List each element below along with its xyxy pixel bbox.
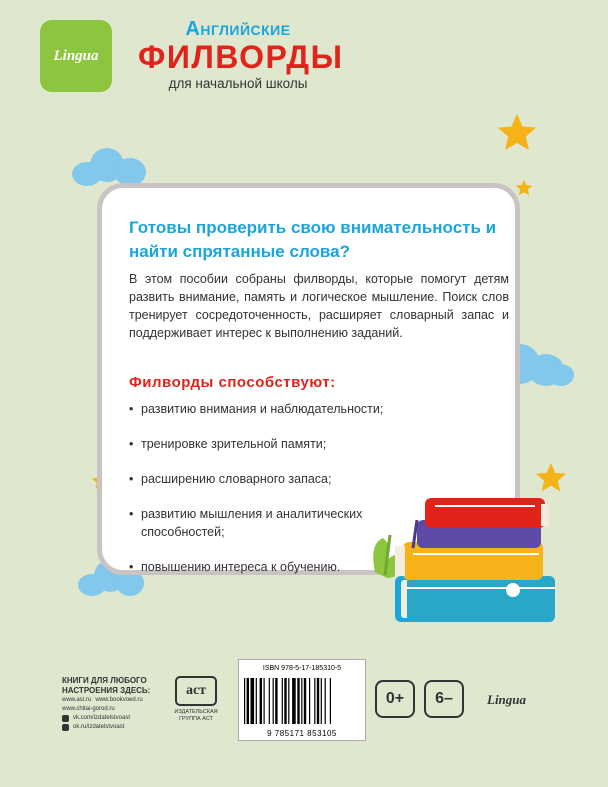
ast-caption: ИЗДАТЕЛЬСКАЯ ГРУППА АСТ bbox=[174, 709, 218, 722]
barcode bbox=[238, 659, 366, 741]
link-text[interactable]: www.bookvoed.ru bbox=[95, 697, 143, 703]
series-title-line3: для начальной школы bbox=[168, 76, 308, 91]
series-title bbox=[138, 18, 344, 91]
lingua-logo-bottom: Lingua bbox=[487, 692, 527, 707]
series-title-line2: ФИЛВОРДЫ bbox=[138, 39, 344, 75]
cloud-icon bbox=[72, 148, 152, 188]
list-item: • развитию внимания и наблюдательности; bbox=[129, 400, 449, 418]
link-text[interactable]: vk.com/izdatelstvoast bbox=[73, 715, 131, 721]
bookstore-links bbox=[62, 676, 182, 732]
ok-icon bbox=[62, 724, 69, 731]
book-stack-illustration bbox=[355, 480, 565, 625]
ast-mark: аст bbox=[175, 676, 217, 706]
star-icon bbox=[494, 110, 540, 156]
star-icon bbox=[514, 178, 534, 198]
list-title: Филворды способствуют: bbox=[129, 374, 336, 391]
ast-logo bbox=[171, 676, 221, 723]
age-rating: 0+ bbox=[375, 680, 415, 718]
list-item: • тренировке зрительной памяти; bbox=[129, 435, 449, 453]
barcode-bars bbox=[244, 678, 362, 724]
age-range: 6– bbox=[424, 680, 464, 718]
lingua-logo: Lingua bbox=[40, 20, 112, 92]
bookstore-heading: КНИГИ ДЛЯ ЛЮБОГО НАСТРОЕНИЯ ЗДЕСЬ: bbox=[62, 676, 151, 695]
isbn: ISBN 978-5-17-185310-5 bbox=[262, 665, 342, 672]
card-intro: В этом пособии собраны филворды, которые помогут детям развить внимание, память и логическое мышление. Поиск слов тренирует сосредоточенность, расширяет словарный запас и поддерживает интерес к выполнению заданий. bbox=[129, 272, 509, 340]
link-text[interactable]: ok.ru/izdatelstvoast bbox=[73, 724, 125, 730]
card-question: Готовы проверить свою внимательность и найти спрятанные слова? bbox=[129, 218, 497, 261]
series-title-line1: Английские bbox=[185, 18, 291, 40]
list-item: • повышению интереса к обучению. bbox=[129, 558, 449, 576]
vk-icon bbox=[62, 715, 69, 722]
link-text[interactable]: www.ast.ru bbox=[62, 697, 92, 703]
link-text[interactable]: www.chitai-gorod.ru bbox=[62, 706, 115, 712]
barcode-number: 9 785171 853105 bbox=[267, 729, 337, 738]
list-item: • развитию мышления и аналитических способностей; bbox=[129, 505, 449, 541]
list-item: • расширению словарного запаса; bbox=[129, 470, 449, 488]
